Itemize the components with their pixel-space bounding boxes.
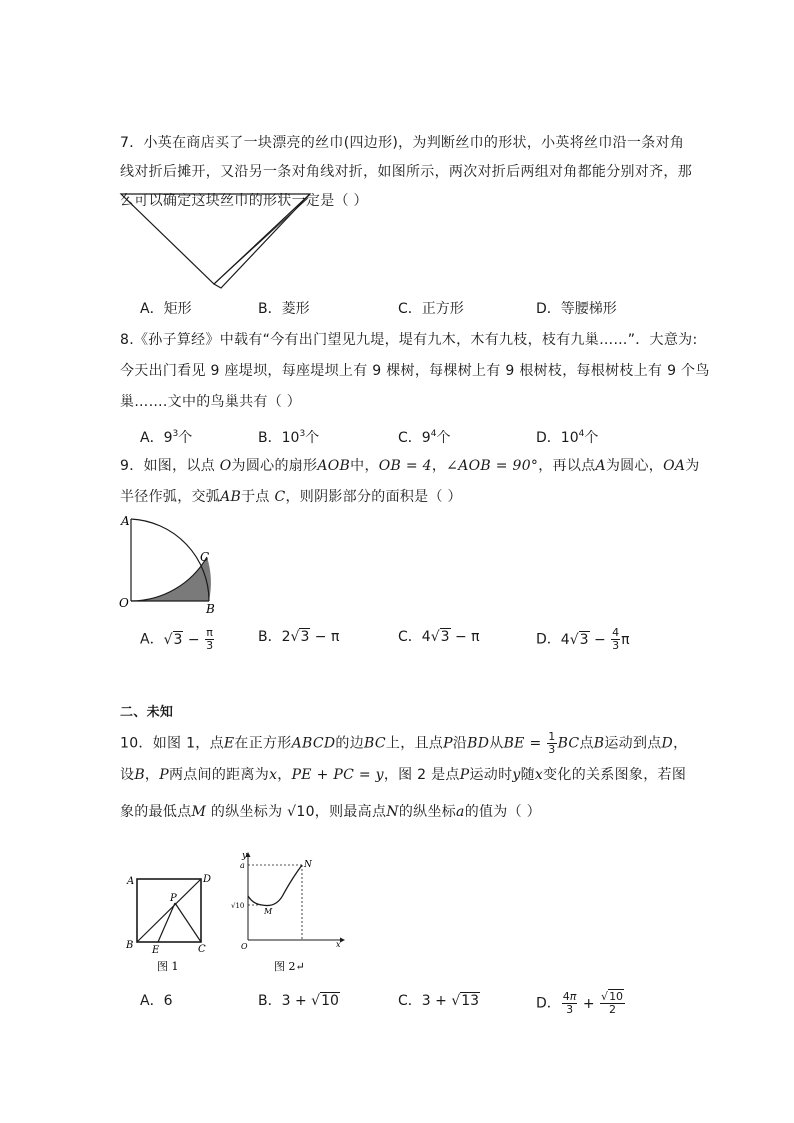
q9-sector-figure (116, 512, 226, 617)
q7-line1: 7．小英在商店买了一块漂亮的丝巾(四边形)，为判断丝巾的形状，小英将丝巾沿一条对角 (120, 135, 685, 151)
q10-fig1-label-d: D (203, 874, 212, 885)
q7-option-c: C．正方形 (398, 301, 464, 317)
q7-line3: 么可以确定这块丝巾的形状一定是（ ） (120, 193, 368, 209)
q10-fig2-caption: 图 2↵ (274, 960, 305, 973)
q7-line2: 线对折后摊开，又沿另一条对角线对折，如图所示，两次对折后两组对角都能分别对齐，那 (120, 164, 692, 180)
q10-option-d-expr: $\frac{4\pi}{3}$ + $\frac{√10}{2}$ (562, 990, 624, 1016)
q7-option-a: A．矩形 (140, 301, 192, 317)
q9-option-b: B．2√3 − π (258, 629, 340, 645)
q9-option-c: C．4√3 − π (398, 629, 480, 645)
q9-option-d: D．4√3 − $\frac{4}{3}$ π (536, 626, 630, 652)
q9-option-d-expr: 4√3 − $\frac{4}{3}$ π (560, 626, 630, 652)
q10-option-b: B．3 + √10 (258, 993, 339, 1009)
q10-option-c: C．3 + √13 (398, 993, 480, 1009)
q9-option-a: A．√3 − $\frac{\pi}{3}$ (140, 626, 214, 652)
q10-fig1-caption: 图 1 (157, 960, 179, 973)
q7-option-b: B．菱形 (258, 301, 310, 317)
q10-fig2-label-sqrt10: √10 (231, 902, 245, 910)
q10-line1: 10．如图 1，点E在正方形ABCD的边BC上，且点P沿BD从BE = $\frac{1}{3}$ BC点B运动到点D， (120, 730, 688, 756)
q10-fig2-label-y: y (242, 851, 248, 861)
q10-fig1-label-e: E (152, 945, 160, 956)
section2-title: 二、未知 (120, 705, 174, 720)
q9-label-a: A (121, 514, 130, 528)
q7-option-d: D．等腰梯形 (536, 301, 617, 317)
q9-label-c: C (200, 550, 210, 564)
q9-label-o: O (119, 596, 129, 610)
q9-option-b-expr: 2√3 − π (281, 629, 340, 645)
q10-option-b-expr: 3 + √10 (281, 993, 339, 1009)
q9-line1: 9．如图，以点 O为圆心的扇形AOB中，OB = 4，∠AOB = 90°，再以点A为圆心，OA为 (120, 458, 700, 474)
q10-figure-1 (124, 868, 216, 978)
q10-option-d: D． $\frac{4\pi}{3}$ + $\frac{√10}{2}$ (536, 991, 626, 1016)
q9-option-a-expr: √3 − $\frac{\pi}{3}$ (163, 626, 214, 652)
q8-line2: 今天出门看见 9 座堤坝，每座堤坝上有 9 棵树，每棵树上有 9 根树枝，每根树枝上有 9 个鸟 (120, 363, 710, 379)
q10-figure-2 (226, 848, 346, 978)
q10-fig2-label-x: x (336, 940, 341, 949)
q10-fig1-label-c: C (198, 944, 206, 955)
q10-line2: 设B，P两点间的距离为x，PE + PC = y，图 2 是点P运动时y随x变化的关系图象，若图 (120, 767, 687, 783)
q9-option-c-expr: 4√3 − π (421, 629, 480, 645)
q8-option-b: B．$10^3$个 (258, 429, 320, 446)
q10-fig1-label-a: A (127, 876, 135, 887)
q8-line3: 巢…….文中的鸟巢共有（ ） (120, 394, 302, 410)
q9-shaded-region (131, 557, 211, 601)
q8-option-c: C．$9^4$个 (398, 429, 451, 446)
q9-label-b: B (206, 602, 215, 616)
q10-fig2-label-o: O (241, 942, 248, 951)
q10-line3: 象的最低点M 的纵坐标为 √10，则最高点N的纵坐标a的值为（ ） (120, 804, 541, 820)
q10-fig2-label-a: a (240, 861, 245, 870)
q7-folded-scarf-figure (118, 192, 318, 292)
q9-line2: 半径作弧，交弧AB于点 C，则阴影部分的面积是（ ） (120, 489, 462, 505)
q10-option-c-expr: 3 + √13 (421, 993, 480, 1009)
q8-option-d: D．$10^4$个 (536, 429, 599, 446)
q10-fig2-label-n: N (304, 860, 312, 870)
q10-fig1-label-b: B (126, 940, 134, 951)
q10-fig1-label-p: P (170, 893, 177, 904)
q8-option-a: A．$9^3$个 (140, 429, 193, 446)
q8-line1: 8.《孙子算经》中载有“今有出门望见九堤，堤有九木，木有九枝，枝有九巢……”．大意为: (120, 332, 698, 348)
q10-fig2-label-m: M (264, 907, 273, 916)
q10-option-a: A．6 (140, 993, 173, 1009)
